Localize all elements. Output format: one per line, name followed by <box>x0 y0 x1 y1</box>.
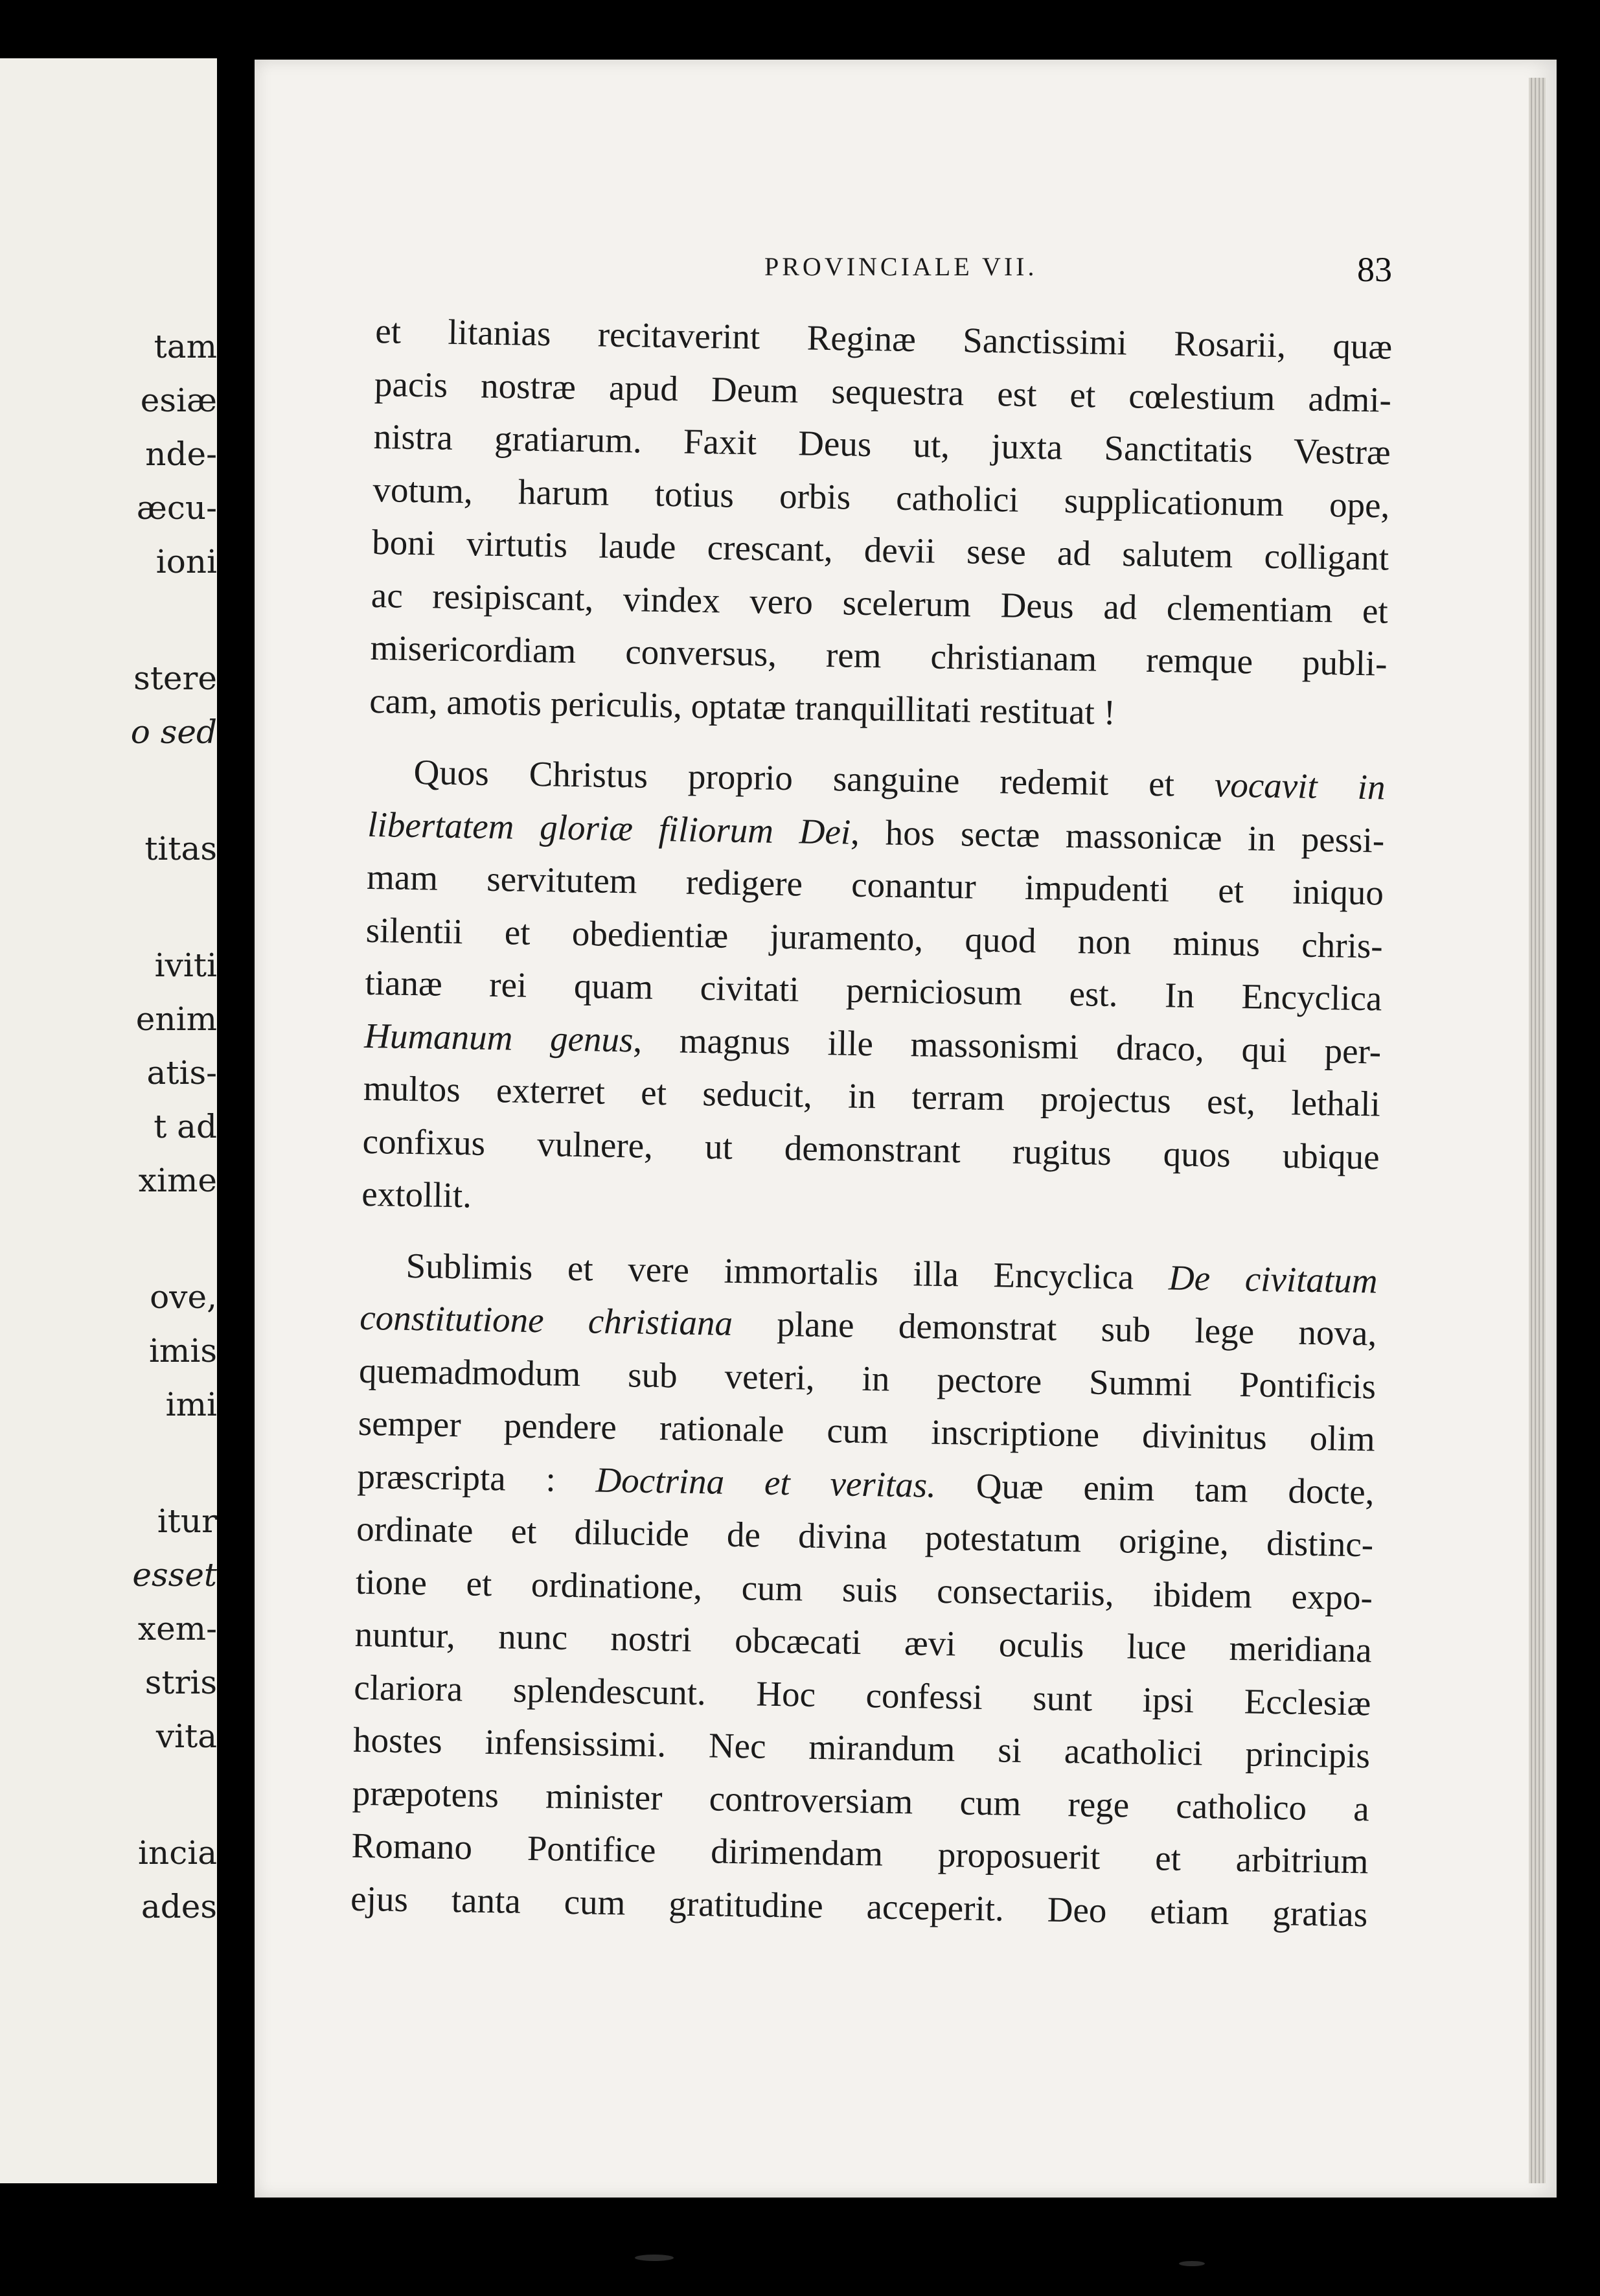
text-line: Quos Christus proprio sanguine redemit et vocavit in <box>413 752 1386 807</box>
running-head: PROVINCIALE VII. <box>764 252 1038 281</box>
text-line: ac resipiscant, vindex vero scelerum Deus ad clementiam et <box>371 575 1389 631</box>
text-line: constitutione christiana plane demonstrat sub lege nova, <box>359 1297 1377 1353</box>
text-line: misericordiam conversus, rem christianam remque publi- <box>370 627 1388 683</box>
text-line: Humanum genus, magnus ille massonismi draco, qui per- <box>363 1015 1382 1072</box>
left-page-fragment: ioni <box>155 543 217 580</box>
text-line: ordinate et dilucide de divina potestatum origine, distinc- <box>356 1508 1374 1565</box>
text-line: votum, harum totius orbis catholici supplicationum ope, <box>372 469 1390 525</box>
text-line: ejus tanta cum gratitudine acceperit. Deo etiam gratias <box>350 1878 1368 1934</box>
left-page-fragment: enim <box>135 1000 217 1038</box>
left-page-fragment: xem- <box>137 1610 217 1647</box>
left-page-fragment: ades <box>141 1888 217 1925</box>
text-line: mam servitutem redigere conantur impudenti et iniquo <box>366 856 1384 913</box>
left-page-fragment: vita <box>155 1717 217 1755</box>
text-line: silentii et obedientiæ juramento, quod non minus chris- <box>365 910 1384 966</box>
left-page-fragment: incia <box>138 1834 217 1872</box>
text-line: Romano Pontifice dirimendam proposuerit et arbitrium <box>351 1825 1369 1881</box>
scan-speck <box>635 2255 674 2261</box>
left-page-fragment: xime <box>138 1162 217 1199</box>
text-line: tianæ rei quam civitati perniciosum est. In Encyclica <box>365 962 1382 1018</box>
text-line: clariora splendescunt. Hoc confessi sunt ipsi Ecclesiæ <box>354 1667 1371 1723</box>
left-page-fragment: ove, <box>150 1278 217 1316</box>
text-line: tione et ordinatione, cum suis consectariis, ibidem expo- <box>355 1561 1373 1617</box>
text-line: præpotens minister controversiam cum rege catholico a <box>352 1773 1370 1828</box>
left-page-fragment: esiæ <box>140 382 217 419</box>
left-facing-page <box>0 58 217 2183</box>
text-line: cam, amotis periculis, optatæ tranquillitati restituat ! <box>369 680 1116 732</box>
left-page-fragment: stris <box>144 1664 217 1701</box>
left-page-fragment: titas <box>144 830 217 867</box>
left-page-fragment: t ad <box>154 1108 217 1145</box>
left-page-fragment: stere <box>133 660 217 697</box>
page-number: 83 <box>1357 250 1392 289</box>
text-line: nistra gratiarum. Faxit Deus ut, juxta Sanctitatis Vestræ <box>373 416 1391 472</box>
text-line: et litanias recitaverint Reginæ Sanctissimi Rosarii, quæ <box>374 310 1393 367</box>
binding-gutter <box>217 0 255 2296</box>
left-page-fragment: iviti <box>154 947 217 984</box>
scan-speck <box>1179 2261 1205 2266</box>
text-line: quemadmodum sub veteri, in pectore Summi Pontificis <box>358 1350 1377 1406</box>
left-page-fragment: atis- <box>146 1054 217 1092</box>
text-line: semper pendere rationale cum inscriptione divinitus olim <box>358 1403 1376 1459</box>
left-page-fragment: imi <box>165 1386 217 1423</box>
body-text <box>350 304 1393 1940</box>
page-edge-stack <box>1529 78 1546 2183</box>
left-page-fragment: esset <box>132 1556 217 1594</box>
text-line: libertatem gloriæ filiorum Dei, hos sectæ massonicæ in pessi- <box>367 804 1385 860</box>
text-line: boni virtutis laude crescant, devii sese ad salutem colligant <box>371 522 1389 578</box>
left-page-fragment: tam <box>154 328 217 365</box>
text-line: extollit. <box>361 1173 472 1215</box>
text-line: Sublimis et vere immortalis illa Encyclica De civitatum <box>406 1245 1378 1300</box>
text-line: pacis nostræ apud Deum sequestra est et cœlestium admi- <box>374 363 1392 420</box>
left-page-fragment: nde- <box>145 435 217 473</box>
text-line: nuntur, nunc nostri obcæcati ævi oculis luce meridiana <box>354 1614 1373 1670</box>
text-line: multos exterret et seducit, in terram projectus est, lethali <box>363 1068 1381 1124</box>
left-page-fragment: itur <box>157 1502 217 1540</box>
left-page-fragment: o sed <box>130 713 217 751</box>
text-line: præscripta : Doctrina et veritas. Quæ enim tam docte, <box>357 1456 1375 1511</box>
left-page-fragment: æcu- <box>136 489 217 527</box>
text-line: confixus vulnere, ut demonstrant rugitus quos ubique <box>362 1121 1380 1177</box>
text-line: hostes infensissimi. Nec mirandum si acatholici principis <box>352 1719 1371 1776</box>
left-page-fragment: imis <box>148 1332 217 1370</box>
